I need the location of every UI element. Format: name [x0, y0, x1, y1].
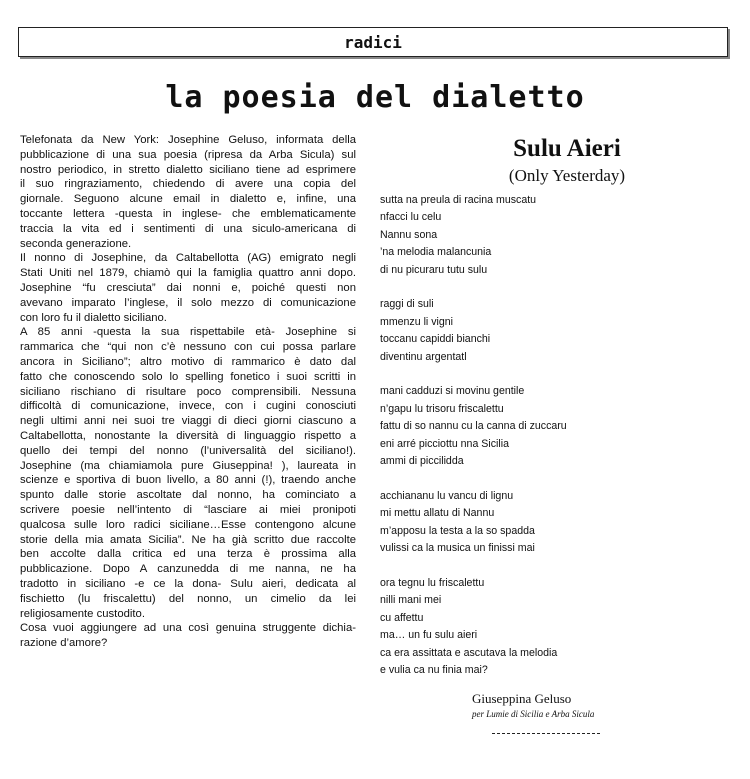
article-line: toccante lettera -questa in inglese- che emblematicamente — [20, 207, 356, 220]
poem-verse: e vulia ca nu finia mai? — [380, 663, 488, 676]
poem-verse: m’apposu la testa a la so spadda — [380, 524, 535, 537]
poem-verse: raggi di suli — [380, 298, 434, 311]
article-line: giornale. Seguono alcune email in dialetto e, infine, una — [20, 193, 356, 206]
stanza-gap — [380, 557, 730, 574]
article-line: A 85 anni -questa la sua rispettabile età- Josephine si — [20, 326, 356, 339]
poem-verse: acchiananu lu vancu di lignu — [380, 489, 514, 502]
poem-verse: ora tegnu lu friscalettu — [380, 576, 485, 589]
poem-verse: fattu di so nannu cu la canna di zuccaru — [380, 420, 567, 433]
poem-subtitle: (Only Yesterday) — [508, 166, 626, 185]
article-line: Caltabellotta, nonostante la diversità di linguaggio rispetto a — [20, 429, 356, 442]
article-line: Il nonno di Josephine, da Caltabellotta (AG) emigrato negli — [20, 252, 356, 265]
page-title: la poesia del dialetto — [165, 80, 585, 115]
article-line: razione d’amore? — [20, 637, 108, 650]
poem-verse: nfacci lu celu — [380, 211, 442, 224]
article-line: quello dei tempi del nonno (l’universalità del siciliano!). — [20, 444, 356, 457]
poem-verse: ’na melodia malancunia — [380, 246, 492, 259]
article-line: seconda generazione. — [20, 237, 132, 250]
article-line: storie della mia amata Sicilia”. Ne ha già scritto due raccolte — [20, 533, 356, 546]
article-line: fischietto (lu friscalettu) del nonno, un cimelio da lei — [20, 592, 356, 605]
poem-verse: cu affettu — [380, 611, 424, 624]
article-line: scrivere poesie nell’intento di “lasciare ai miei pronipoti — [20, 503, 356, 516]
article-line: pubblicazione di una sua poesia (ripresa da Arba Sicula) sul — [20, 148, 356, 161]
article-line: siciliano rischiano di risultare poco comprensibili. Nessuna — [20, 385, 356, 398]
article-line: difficoltà di comunicazione, invece, con i cugini conosciuti — [20, 400, 356, 413]
poem-verse: n’gapu lu trisoru friscalettu — [380, 402, 504, 415]
article-line: nostro periodico, in stretto dialetto siciliano tiene ad esprimere — [20, 163, 356, 176]
article-line: con loro fu il dialetto siciliano. — [20, 311, 167, 324]
article-line: traccia la vita ed i sentimenti di una siculo-americana di — [20, 222, 356, 235]
article-line: Cosa vuoi aggiungere ad una così genuina struggente dichia- — [20, 622, 356, 635]
article-line: Telefonata da New York: Josephine Geluso, informata della — [20, 134, 356, 146]
article-line: ancora in Siciliano”; altro motivo di rammarico è dato dal — [20, 355, 356, 368]
poem-title: Sulu Aieri — [513, 135, 621, 162]
article-line: scienze e sportiva di buon livello, a 80 anni (!), traendo anche — [20, 474, 356, 487]
article-line: Josephine “fu cresciuta” dai nonni e, poiché questi non — [20, 281, 356, 294]
article-line: negli ultimi anni nei suoi tre viaggi di dieci giorni ciascuno a — [20, 415, 356, 428]
poem-verse: nilli mani mei — [380, 594, 442, 607]
poem-verse: mmenzu li vigni — [380, 315, 454, 328]
stanza-gap — [380, 366, 730, 383]
poem-verse: sutta na preula di racina muscatu — [380, 194, 537, 206]
article-line: religiosamente custodito. — [20, 607, 145, 620]
poem-verse: ammi di piccilidda — [380, 455, 464, 468]
poem-author: Giuseppina Geluso — [472, 691, 572, 706]
article-line: qualcosa sulle loro radici siciliane…Esse contengono alcune — [20, 518, 356, 531]
poem-verse: toccanu capiddi bianchi — [380, 333, 491, 346]
article-line: rammarica che “qui non c’è nessuno con cui possa parlare — [20, 341, 356, 354]
poem-verse: di nu picuraru tutu sulu — [380, 263, 488, 276]
poem-credit: per Lumie di Sicilia e Arba Sicula — [472, 709, 595, 719]
poem-verse: diventinu argentatl — [380, 350, 467, 363]
article-line: fatto che conoscendo solo lo spelling fonetico i suoi scritti in — [20, 370, 356, 383]
article-line: Josephine (ma chiamiamola pure Giuseppina! ), laureata in — [20, 459, 356, 472]
section-label: radici — [344, 32, 402, 52]
poem-verse: ca era assittata e ascutava la melodia — [380, 646, 558, 659]
article-body — [20, 133, 356, 651]
poem-verse: eni arré picciottu nna Sicilia — [380, 437, 509, 450]
article-line: il suo ringraziamento, chiedendo di avere una copia del — [20, 178, 356, 191]
article-line: spunto dalle storie ascoltate dal nonno, ha cominciato a — [20, 489, 356, 502]
end-divider — [492, 733, 600, 734]
article-line: pubblicazione. Dopo A canzunedda di me nanna, ne ha — [20, 563, 356, 576]
section-header-box — [18, 27, 728, 57]
poem-body — [380, 192, 730, 679]
stanza-gap — [380, 279, 730, 296]
article-line: avevano imparato l’inglese, il solo mezzo di comunicazione — [20, 296, 356, 309]
article-line: tradotto in siciliano -e ce la dona- Sulu aieri, dedicata al — [20, 577, 356, 590]
poem-verse: mani cadduzi si movinu gentile — [380, 385, 525, 398]
stanza-gap — [380, 470, 730, 487]
poem-verse: Nannu sona — [380, 228, 438, 241]
poem-verse: mi mettu allatu di Nannu — [380, 507, 495, 520]
poem-verse: vulissi ca la musica un finissi mai — [380, 542, 535, 555]
poem-verse: ma… un fu sulu aieri — [380, 629, 478, 642]
article-line: ben accolte dalla critica ed una terza è prossima alla — [20, 548, 356, 561]
article-line: Stati Uniti nel 1879, chiamò qui la famiglia quattro anni dopo. — [20, 267, 356, 280]
